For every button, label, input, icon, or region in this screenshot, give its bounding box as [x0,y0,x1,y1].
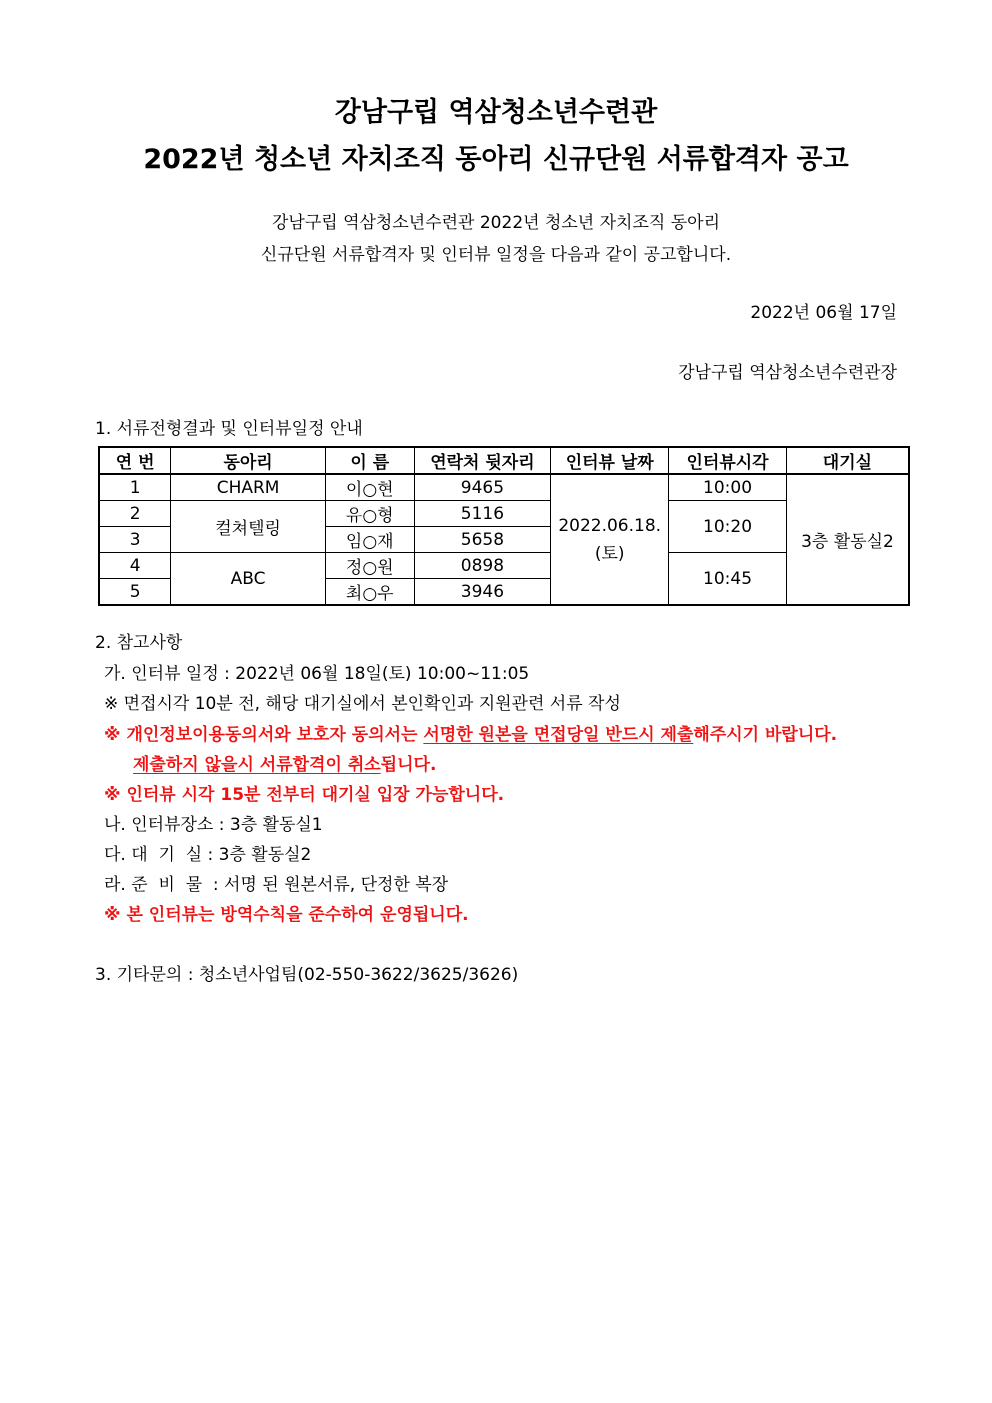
note-interview-schedule: 가. 인터뷰 일정 : 2022년 06월 18일(토) 10:00~11:05 [104,664,530,684]
note-consent-prefix: ※ 개인정보이용동의서와 보호자 동의서는 [104,725,424,745]
note-consent-underlined: 서명한 원본을 면접당일 반드시 제출 [423,725,694,745]
col-header-room: 대기실 [786,447,909,474]
note-cancellation [133,750,436,775]
section3-contact: 3. 기타문의 : 청소년사업팀(02-550-3622/3625/3626) [95,965,519,985]
note-waiting-entry: ※ 인터뷰 시각 15분 전부터 대기실 입장 가능합니다. [104,785,505,805]
cell-interview-date [551,474,669,605]
cell-name: 임○재 [325,527,414,553]
table-row [99,474,909,501]
cell-time: 10:20 [669,501,787,553]
note-consent-forms [104,720,837,745]
interview-date-line2: (토) [594,543,625,564]
cell-no: 2 [99,501,171,527]
note-consent-suffix: 해주시기 바랍니다. [693,725,838,745]
cell-waiting-room: 3층 활동실2 [786,474,909,605]
cell-club: CHARM [171,474,326,501]
note-supplies: 라. 준 비 물 : 서명 된 원본서류, 단정한 복장 [104,875,449,895]
col-header-name: 이 름 [325,447,414,474]
signer: 강남구립 역삼청소년수련관장 [678,363,897,383]
col-header-phone: 연락처 뒷자리 [414,447,551,474]
cell-no: 3 [99,527,171,553]
document-title-line1: 강남구립 역삼청소년수련관 [334,97,658,128]
note-cancellation-underlined: 제출하지 않을시 서류합격이 취소 [133,755,381,775]
cell-phone: 3946 [414,579,551,606]
section1-heading: 1. 서류전형결과 및 인터뷰일정 안내 [95,419,363,439]
note-interview-place: 나. 인터뷰장소 : 3층 활동실1 [104,815,323,835]
cell-phone: 9465 [414,474,551,501]
intro-line2: 신규단원 서류합격자 및 인터뷰 일정을 다음과 같이 공고합니다. [260,245,732,265]
document-title-line2: 2022년 청소년 자치조직 동아리 신규단원 서류합격자 공고 [143,144,849,175]
announcement-date: 2022년 06월 17일 [750,303,897,323]
note-quarantine: ※ 본 인터뷰는 방역수칙을 준수하여 운영됩니다. [104,905,469,925]
cell-phone: 5658 [414,527,551,553]
cell-no: 5 [99,579,171,606]
section2-heading: 2. 참고사항 [95,633,183,653]
cell-time: 10:00 [669,474,787,501]
interview-date-line1: 2022.06.18. [558,515,662,536]
col-header-club: 동아리 [171,447,326,474]
cell-club: 컬쳐텔링 [171,501,326,553]
cell-name: 최○우 [325,579,414,606]
cell-time: 10:45 [669,553,787,606]
cell-phone: 5116 [414,501,551,527]
note-cancellation-suffix: 됩니다. [380,755,437,775]
intro-line1: 강남구립 역삼청소년수련관 2022년 청소년 자치조직 동아리 [272,213,720,233]
col-header-no: 연 번 [99,447,171,474]
col-header-date: 인터뷰 날짜 [551,447,669,474]
note-arrival: ※ 면접시각 10분 전, 해당 대기실에서 본인확인과 지원관련 서류 작성 [104,694,621,714]
cell-no: 4 [99,553,171,579]
cell-name: 이○현 [325,474,414,501]
cell-no: 1 [99,474,171,501]
cell-phone: 0898 [414,553,551,579]
cell-name: 정○원 [325,553,414,579]
col-header-time: 인터뷰시각 [669,447,787,474]
result-table [98,446,910,606]
cell-club: ABC [171,553,326,606]
table-header-row [99,447,909,474]
cell-name: 유○형 [325,501,414,527]
note-waiting-room: 다. 대 기 실 : 3층 활동실2 [104,845,312,865]
